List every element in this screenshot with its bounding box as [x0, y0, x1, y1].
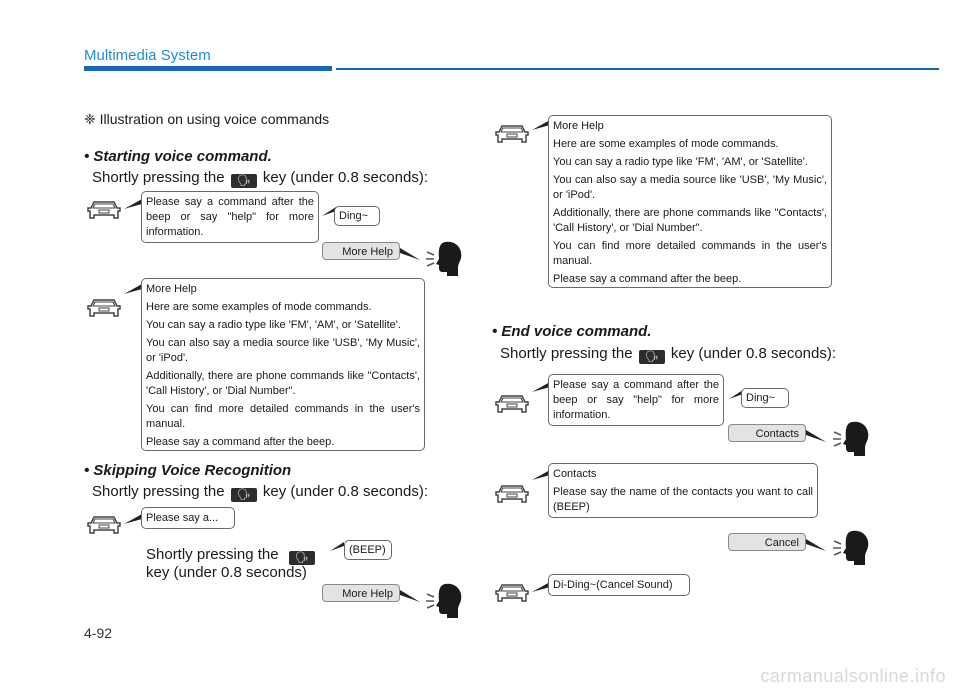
help-line: You can find more detailed commands in the user's manual. [146, 403, 420, 430]
section-title: Multimedia System [84, 47, 211, 64]
speaking-person-icon [832, 418, 872, 458]
skip-press-line2: key (under 0.8 seconds) [146, 564, 307, 581]
end-user-reply-contacts: Contacts [728, 424, 806, 442]
start-beep-bubble: Ding~ [334, 206, 380, 226]
end-prompt-bubble: Please say a command after the beep or say "help" for more information. [548, 374, 724, 426]
end-heading: • End voice command. [492, 323, 652, 340]
help-line: You can say a radio type like 'FM', 'AM', or 'Satellite'. [146, 319, 401, 331]
speech-pointer [806, 430, 826, 442]
voice-key-icon: 🗣 [639, 350, 665, 364]
header-rule-thick [84, 66, 332, 71]
speech-pointer [400, 590, 420, 602]
start-user-reply: More Help [322, 242, 400, 260]
start-prompt-bubble: Please say a command after the beep or say "help" for more information. [141, 191, 319, 243]
end-cancel-sound-bubble: Di-Ding~(Cancel Sound) [548, 574, 690, 596]
speech-pointer [330, 540, 344, 551]
skip-press-line1: Shortly pressing the [146, 546, 279, 563]
start-help-bubble [141, 278, 425, 451]
skip-beep-bubble: (BEEP) [344, 540, 392, 560]
contacts-line: Please say the name of the contacts you want to call (BEEP) [553, 486, 813, 513]
skip-user-reply: More Help [322, 584, 400, 602]
start-instruction [92, 169, 428, 188]
car-icon [494, 579, 530, 605]
car-icon [494, 120, 530, 146]
speech-pointer [124, 512, 142, 524]
speech-pointer [806, 539, 826, 551]
skip-press-label [146, 547, 317, 580]
speaking-person-icon [832, 527, 872, 567]
help-line: You can also say a media source like 'USB', 'My Music', or 'iPod'. [146, 337, 420, 364]
end-user-reply-cancel: Cancel [728, 533, 806, 551]
end-contacts-bubble [548, 463, 818, 518]
header-rule-thin [336, 68, 939, 70]
skip-heading: • Skipping Voice Recognition [84, 462, 292, 479]
watermark: carmanualsonline.info [760, 666, 946, 686]
help-line: You can say a radio type like 'FM', 'AM', or 'Satellite'. [553, 156, 808, 168]
start-instruction-pre: Shortly pressing the [92, 169, 225, 186]
end-instruction-post: key (under 0.8 seconds): [670, 345, 837, 362]
page-number: 4-92 [84, 625, 113, 641]
speech-pointer [124, 197, 142, 209]
skip-instruction-pre: Shortly pressing the [92, 483, 225, 500]
end-beep-bubble: Ding~ [741, 388, 789, 408]
help-line: Please say a command after the beep. [553, 273, 742, 285]
right-help-bubble [548, 115, 832, 288]
car-icon [494, 390, 530, 416]
car-icon [86, 511, 122, 537]
end-instruction-pre: Shortly pressing the [500, 345, 633, 362]
illustration-caption: ❈ Illustration on using voice commands [84, 111, 330, 127]
help-line: Additionally, there are phone commands like "Contacts', 'Call History', or 'Dial Number". [146, 370, 420, 397]
car-icon [86, 196, 122, 222]
contacts-line: Contacts [553, 468, 597, 480]
voice-key-icon: 🗣 [289, 551, 315, 565]
speaking-person-icon [425, 580, 465, 620]
end-instruction [500, 345, 836, 364]
voice-key-icon: 🗣 [231, 174, 257, 188]
help-line: Please say a command after the beep. [146, 436, 335, 448]
speech-pointer [124, 282, 142, 294]
start-heading: • Starting voice command. [84, 148, 272, 165]
voice-key-icon: 🗣 [231, 488, 257, 502]
help-line: More Help [146, 283, 197, 295]
start-instruction-post: key (under 0.8 seconds): [262, 169, 429, 186]
help-line: Additionally, there are phone commands like "Contacts', 'Call History', or 'Dial Number". [553, 207, 827, 234]
skip-instruction [92, 483, 428, 502]
help-line: Here are some examples of mode commands. [553, 138, 779, 150]
help-line: You can find more detailed commands in the user's manual. [553, 240, 827, 267]
speaking-person-icon [425, 238, 465, 278]
help-line: More Help [553, 120, 604, 132]
speech-pointer [400, 248, 420, 260]
help-line: Here are some examples of mode commands. [146, 301, 372, 313]
help-line: You can also say a media source like 'USB', 'My Music', or 'iPod'. [553, 174, 827, 201]
car-icon [86, 294, 122, 320]
skip-instruction-post: key (under 0.8 seconds): [262, 483, 429, 500]
skip-prompt-bubble: Please say a... [141, 507, 235, 529]
car-icon [494, 480, 530, 506]
